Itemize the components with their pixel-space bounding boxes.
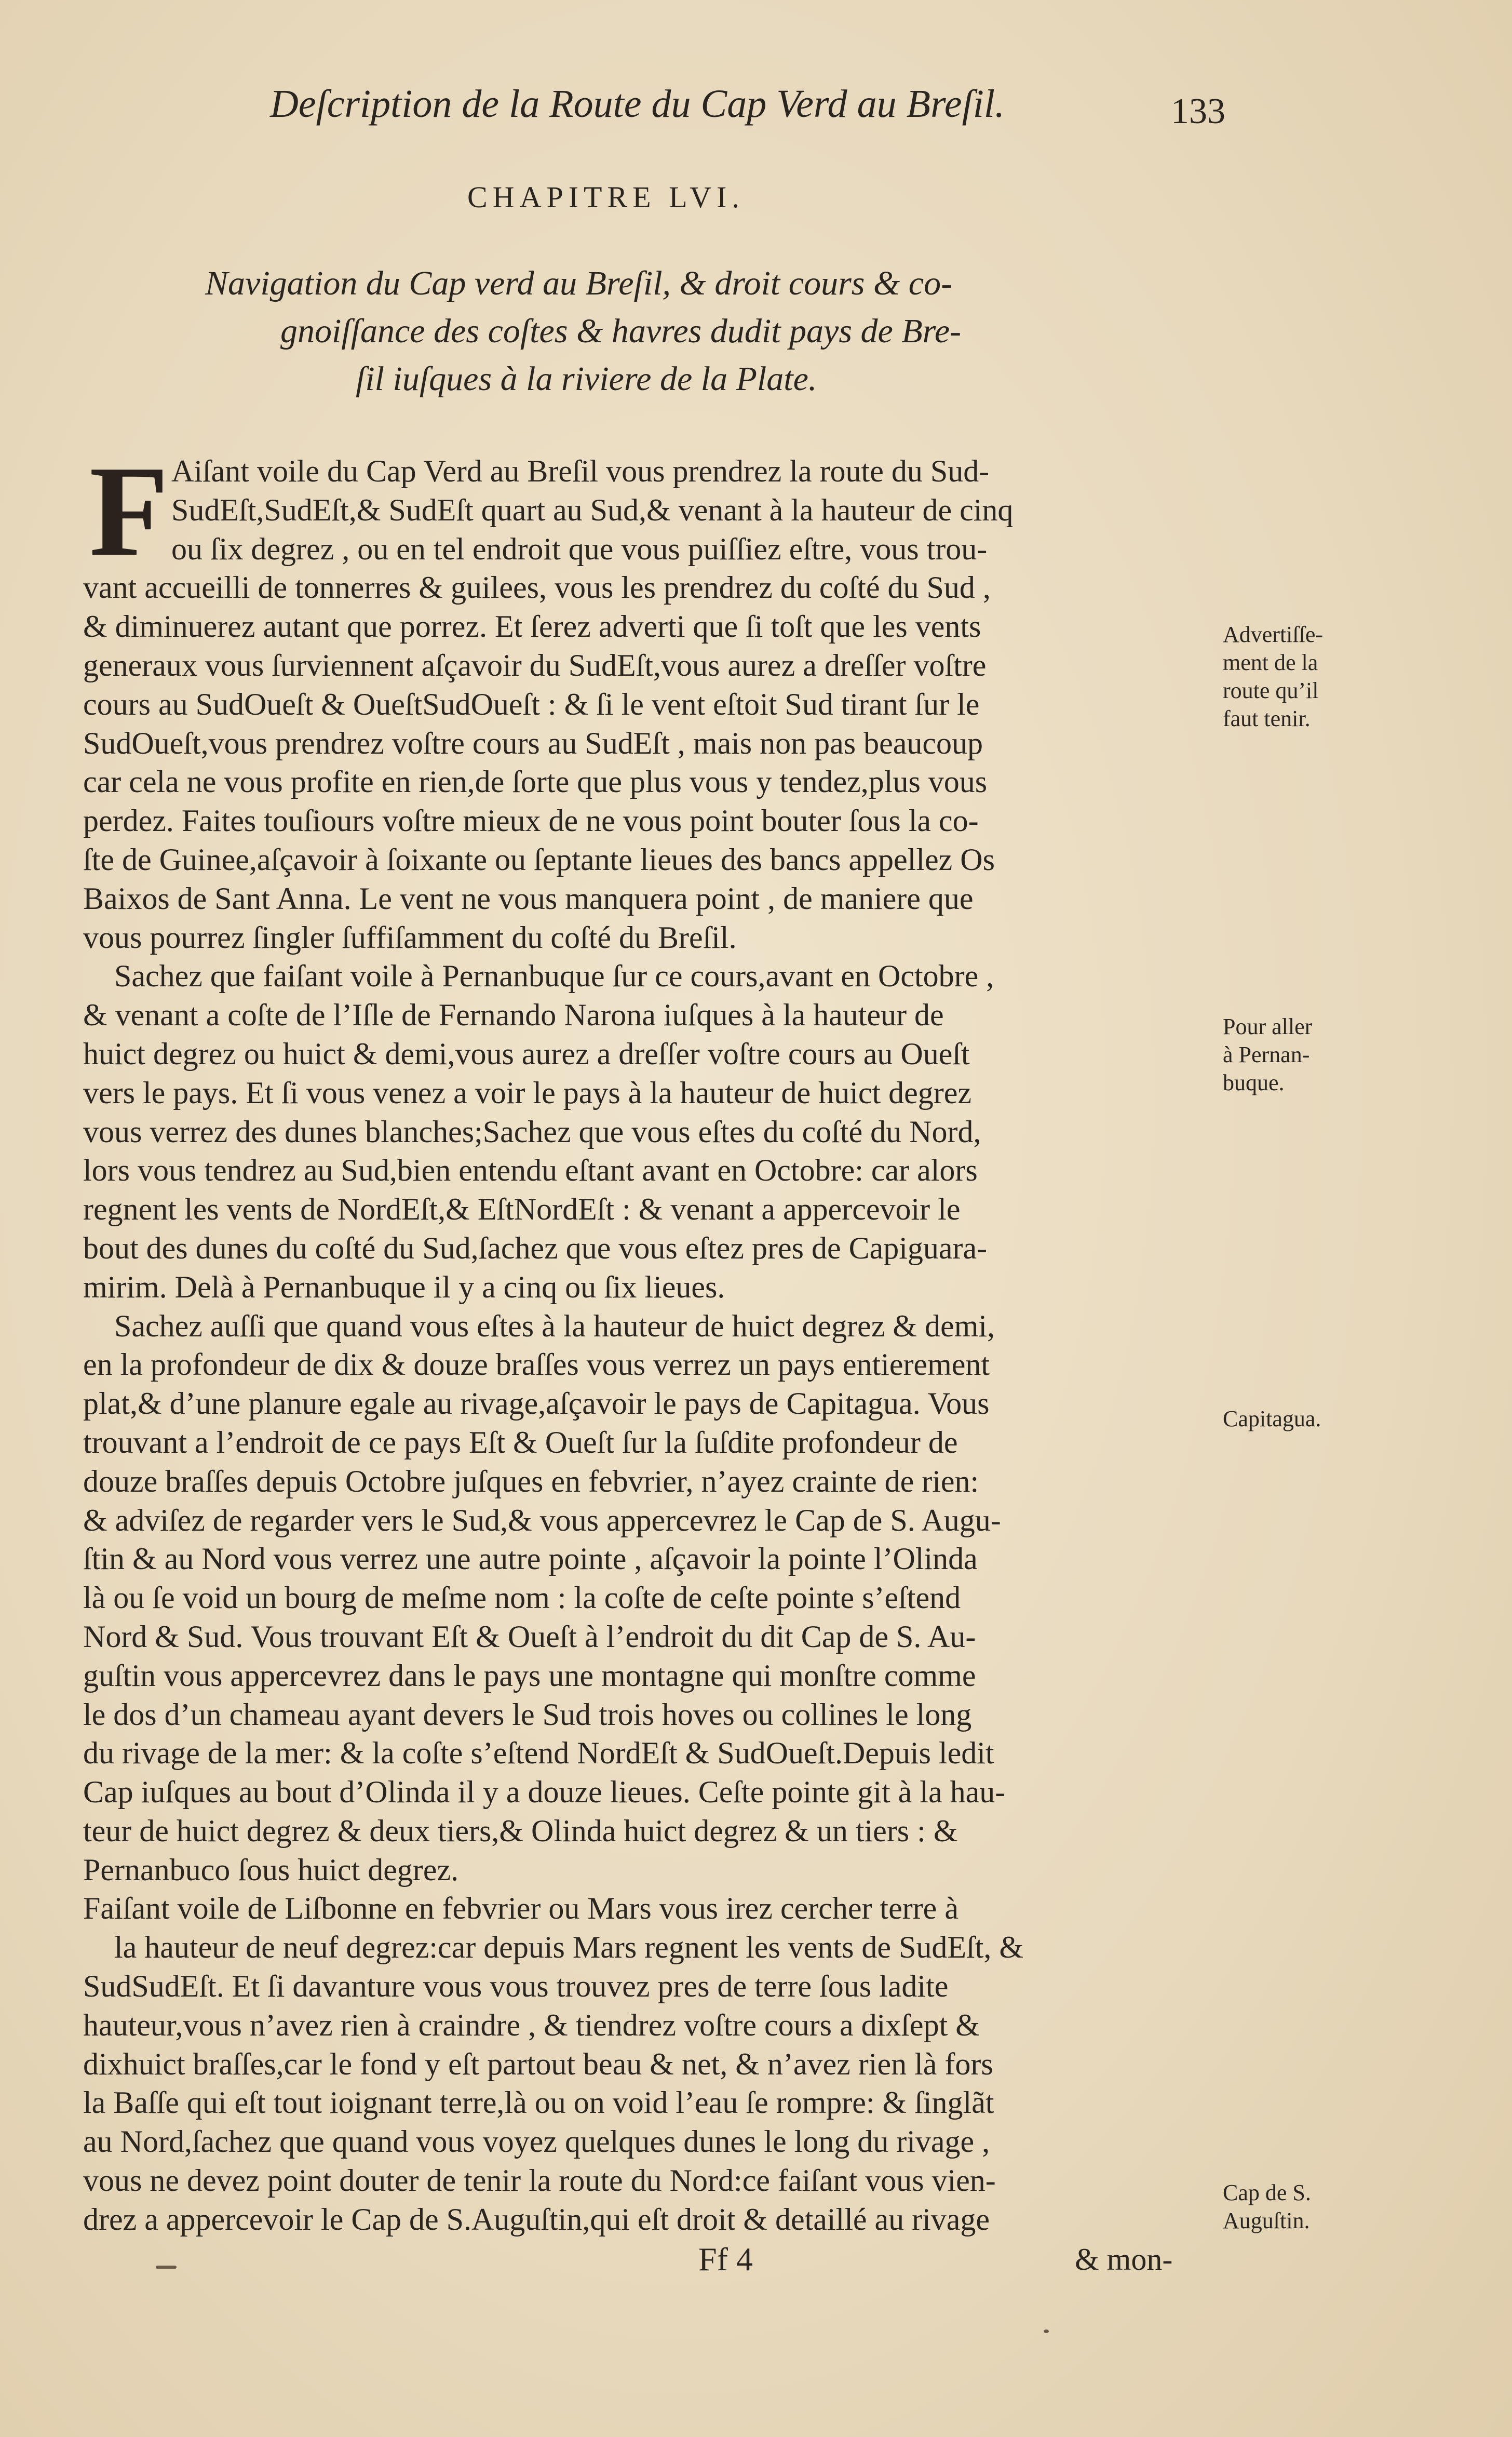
margin-note-advertissement (1223, 621, 1373, 733)
margin-note-line: Cap de S. (1223, 2180, 1311, 2205)
body-line: drez a appercevoir le Cap de S.Auguſtin,qui eſt droit & detaillé au rivage (83, 2202, 990, 2237)
margin-note-line: Advertiſſe- (1223, 622, 1324, 647)
body-line: & adviſez de regarder vers le Sud,& vous appercevrez le Cap de S. Augu- (83, 1503, 1001, 1537)
body-line: hauteur,vous n’avez rien à craindre , & tiendrez voſtre cours a dixſept & (83, 2007, 980, 2042)
body-line: Cap iuſques au bout d’Olinda il y a douze lieues. Ceſte pointe git à la hau- (83, 1775, 1006, 1810)
body-line: dixhuict braſſes,car le fond y eſt partout beau & net, & n’avez rien là fors (83, 2046, 993, 2081)
body-line: & diminuerez autant que porrez. Et ſerez adverti que ſi toſt que les vents (83, 609, 981, 644)
body-line: huict degrez ou huict & demi,vous aurez a dreſſer voſtre cours au Oueſt (83, 1036, 970, 1071)
body-line: vant accueilli de tonnerres & guilees, vous les prendrez du coſté du Sud , (83, 570, 991, 605)
body-line: regnent les vents de NordEſt,& EſtNordEſt : & venant a appercevoir le (83, 1192, 961, 1227)
ink-speck (1044, 2329, 1049, 2333)
running-head: Deſcription de la Route du Cap Verd au Breſil. (270, 82, 1005, 126)
margin-note-cap-augustin (1223, 2179, 1373, 2235)
body-line: la Baſſe qui eſt tout ioignant terre,là ou on void l’eau ſe rompre: & ſinglãt (83, 2085, 994, 2120)
margin-note-line: route qu’il (1223, 678, 1319, 703)
body-line: vers le pays. Et ſi vous venez a voir le pays à la hauteur de huict degrez (83, 1075, 972, 1110)
body-line: SudEſt,SudEſt,& SudEſt quart au Sud,& venant à la hauteur de cinq (171, 492, 1014, 527)
body-line: du rivage de la mer: & la coſte s’eſtend NordEſt & SudOueſt.Depuis ledit (83, 1736, 994, 1771)
ink-speck (156, 2266, 177, 2269)
body-line: cours au SudOueſt & OueſtSudOueſt : & ſi le vent eſtoit Sud tirant ſur le (83, 687, 980, 721)
body-line: en la profondeur de dix & douze braſſes vous verrez un pays entierement (83, 1347, 990, 1382)
body-line: guſtin vous appercevrez dans le pays une montagne qui monſtre comme (83, 1658, 976, 1693)
body-line: Aiſant voile du Cap Verd au Breſil vous prendrez la route du Sud- (171, 454, 990, 488)
body-line: ſte de Guinee,aſçavoir à ſoixante ou ſeptante lieues des bancs appellez Os (83, 842, 995, 877)
page-number: 133 (1171, 91, 1225, 131)
body-line: ou ſix degrez , ou en tel endroit que vous puiſſiez eſtre, vous trou- (171, 531, 988, 566)
catchword: & mon- (1075, 2242, 1173, 2277)
margin-note-line: Capitagua. (1223, 1406, 1321, 1431)
body-line: vous ne devez point douter de tenir la route du Nord:ce faiſant vous vien- (83, 2163, 996, 2198)
body-line: car cela ne vous profite en rien,de ſorte que plus vous y tendez,plus vous (83, 765, 988, 799)
body-line: bout des dunes du coſté du Sud,ſachez que vous eſtez pres de Capiguara- (83, 1230, 988, 1265)
body-line: trouvant a l’endroit de ce pays Eſt & Oueſt ſur la ſuſdite profondeur de (83, 1425, 958, 1459)
body-line: lors vous tendrez au Sud,bien entendu eſtant avant en Octobre: car alors (83, 1153, 978, 1188)
body-line: au Nord,ſachez que quand vous voyez quelques dunes le long du rivage , (83, 2124, 990, 2159)
chapter-heading: CHAPITRE LVI. (467, 180, 745, 214)
chapter-title-line: Navigation du Cap verd au Breſil, & droit cours & co- (205, 264, 953, 302)
body-line: teur de huict degrez & deux tiers,& Olinda huict degrez & un tiers : & (83, 1813, 958, 1848)
margin-note-capitagua (1223, 1405, 1373, 1433)
margin-note-line: à Pernan- (1223, 1042, 1310, 1067)
body-line: Nord & Sud. Vous trouvant Eſt & Oueſt à l’endroit du dit Cap de S. Au- (83, 1619, 976, 1654)
body-line: generaux vous ſurviennent aſçavoir du SudEſt,vous aurez a dreſſer voſtre (83, 648, 987, 682)
margin-note-line: Pour aller (1223, 1014, 1313, 1039)
signature-mark: Ff 4 (698, 2241, 753, 2278)
chapter-title-line: gnoiſſance des coſtes & havres dudit pays de Bre- (280, 312, 962, 350)
body-line: mirim. Delà à Pernanbuque il y a cinq ou ſix lieues. (83, 1269, 725, 1304)
margin-note-line: ment de la (1223, 650, 1318, 675)
body-line: ſtin & au Nord vous verrez une autre pointe , aſçavoir la pointe l’Olinda (83, 1542, 978, 1576)
body-line: SudOueſt,vous prendrez voſtre cours au SudEſt , mais non pas beaucoup (83, 726, 983, 760)
margin-note-line: Auguſtin. (1223, 2208, 1310, 2233)
body-line: perdez. Faites touſiours voſtre mieux de ne vous point bouter ſous la co- (83, 804, 979, 838)
body-line: Faiſant voile de Liſbonne en febvrier ou Mars vous irez cercher terre à (83, 1891, 959, 1926)
body-line: le dos d’un chameau ayant devers le Sud trois hoves ou collines le long (83, 1697, 972, 1732)
body-line: & venant a coſte de l’Iſle de Fernando Narona iuſques à la hauteur de (83, 998, 944, 1033)
body-line: Baixos de Sant Anna. Le vent ne vous manquera point , de maniere que (83, 881, 974, 916)
body-line: vous pourrez ſingler ſuffiſamment du coſté du Breſil. (83, 920, 737, 955)
body-line: plat,& d’une planure egale au rivage,aſçavoir le pays de Capitagua. Vous (83, 1386, 990, 1421)
margin-note-line: faut tenir. (1223, 706, 1311, 731)
body-line: douze braſſes depuis Octobre juſques en febvrier, n’ayez crainte de rien: (83, 1464, 979, 1498)
body-line: la hauteur de neuf degrez:car depuis Mars regnent les vents de SudEſt, & (114, 1930, 1024, 1965)
chapter-title-line: ſil iuſques à la riviere de la Plate. (356, 360, 817, 398)
body-line: Sachez que faiſant voile à Pernanbuque ſur ce cours,avant en Octobre , (114, 959, 994, 994)
body-line: vous verrez des dunes blanches;Sachez que vous eſtes du coſté du Nord, (83, 1114, 981, 1149)
chapter-title (205, 260, 1192, 403)
body-line: SudSudEſt. Et ſi davanture vous vous trouvez pres de terre ſous ladite (83, 1969, 949, 2004)
body-line: là ou ſe void un bourg de meſme nom : la coſte de ceſte pointe s’eſtend (83, 1581, 961, 1615)
margin-note-pernanbuque (1223, 1013, 1373, 1097)
body-line: Pernanbuco ſous huict degrez. (83, 1852, 459, 1887)
body-text (83, 439, 1215, 2239)
drop-cap: F (89, 439, 169, 583)
body-line: Sachez auſſi que quand vous eſtes à la hauteur de huict degrez & demi, (114, 1308, 995, 1343)
margin-note-line: buque. (1223, 1070, 1285, 1095)
